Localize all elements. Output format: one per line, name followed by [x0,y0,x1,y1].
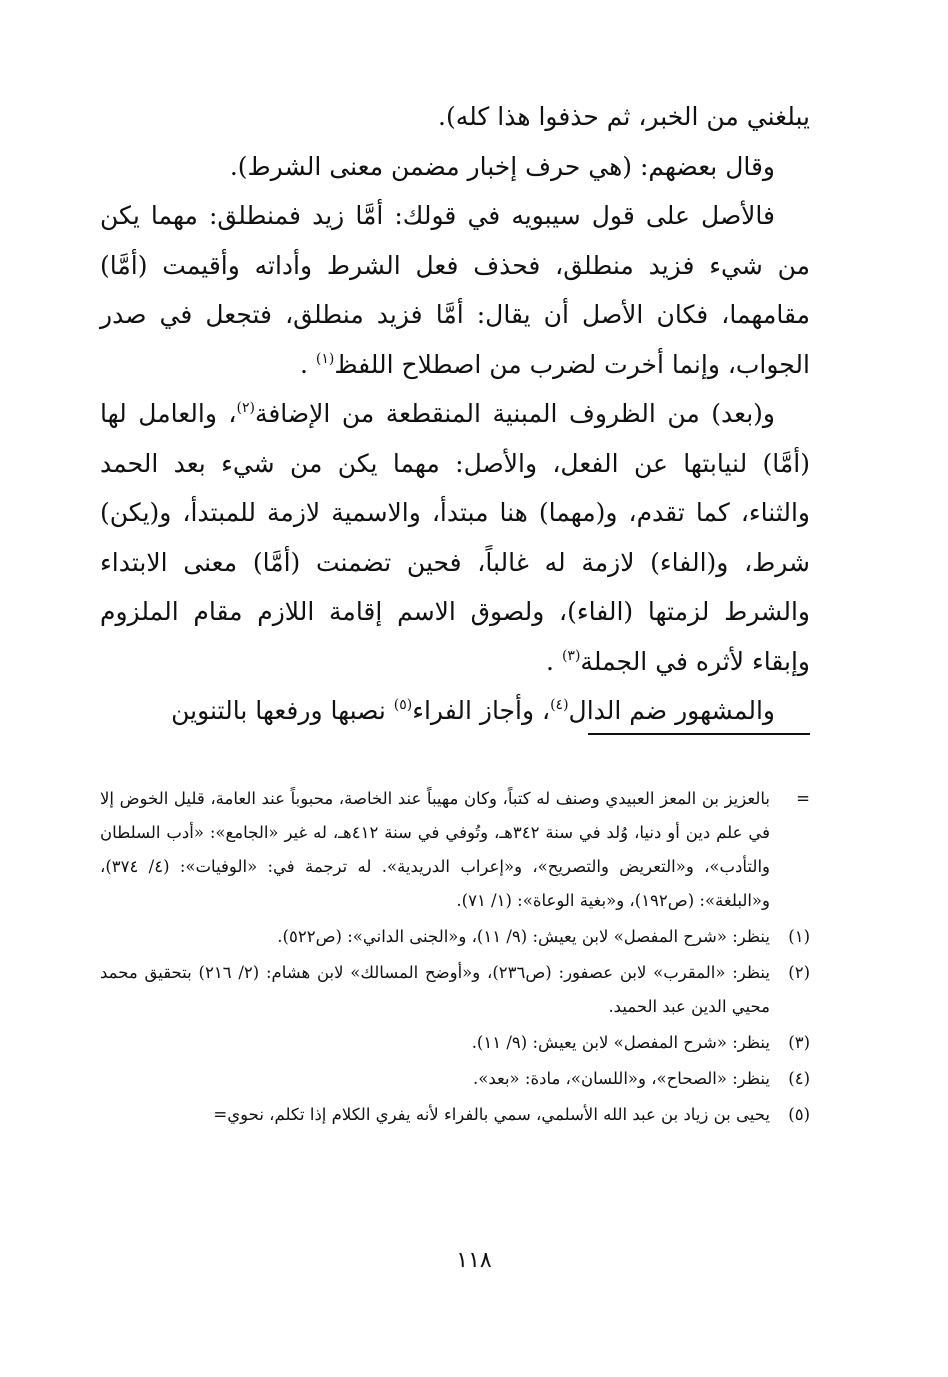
main-text [100,92,810,736]
paragraph-text: و(بعد) من الظروف المبنية المنقطعة من الإضافة [254,399,775,428]
paragraph [100,92,810,142]
paragraph-text: ، وأجاز الفراء [412,696,551,725]
paragraph-text: والمشهور ضم الدال [568,696,775,725]
footnote-ref-3[interactable]: (٣) [561,647,581,664]
paragraph [100,142,810,192]
footnote-item [100,920,810,954]
footnote-ref-5[interactable]: (٥) [393,697,413,713]
footnotes [100,782,810,1134]
footnote-item [100,1062,810,1096]
footnote-number: (٤) [788,1069,810,1088]
footnote-text: ينظر: «شرح المفصل» لابن يعيش: (٩/ ١١)، و«الجنى الداني»: (ص٥٢٢). [277,927,770,946]
paragraph-text: فالأصل على قول سيبويه في قولك: أمَّا زيد فمنطلق: مهما يكن من شيء فزيد منطلق، فحذف فعل الشرط وأداته وأقيمت (أمَّا) مقامهما، فكان الأصل أن يقال: أمَّا فزيد منطلق، فتجعل في صدر الجواب، وإنما أخرت لضرب من اصطلاح اللفظ [100,201,810,379]
footnote-continuation [100,782,810,918]
footnote-text: ينظر: «المقرب» لابن عصفور: (ص٢٣٦)، و«أوضح المسالك» لابن هشام: (٢/ ٢١٦) بتحقيق محمد محيي الدين عبد الحميد. [100,963,770,1016]
footnote-number: (٥) [788,1105,810,1124]
footnote-ref-4[interactable]: (٤) [550,697,569,713]
footnote-text: ينظر: «الصحاح»، و«اللسان»، مادة: «بعد». [473,1069,770,1088]
footnote-ref-1[interactable]: (١) [315,350,335,367]
paragraph-text: ، والعامل لها (أمَّا) لنيابتها عن الفعل، والأصل: مهما يكن من شيء بعد الحمد والثناء، كما تقدم، و(مهما) هنا مبتدأ، والاسمية لازمة للمبتدأ، و(يكن) شرط، و(الفاء) لازمة له غالباً، فحين تضمنت (أمَّا) معنى الابتداء والشرط لزمتها (الفاء)، ولصوق الاسم إقامة اللازم مقام الملزوم وإبقاء لأثره في الجملة [100,399,810,676]
footnote-item [100,1026,810,1060]
page-number: ١١٨ [456,1248,492,1273]
paragraph [100,686,810,736]
footnote-text: ينظر: «شرح المفصل» لابن يعيش: (٩/ ١١). [471,1033,770,1052]
paragraph-text: نصبها ورفعها بالتنوين [171,696,386,725]
footnote-text: يحيى بن زياد بن عبد الله الأسلمي، سمي بالفراء لأنه يفري الكلام إذا تكلم، نحوي= [213,1105,770,1124]
footnote-item [100,1098,810,1132]
footnote-separator [588,733,810,735]
paragraph: فالأصل على قول سيبويه في قولك: أمَّا زيد فمنطلق: مهما يكن من شيء فزيد منطلق، فحذف فعل الشرط وأداته وأقيمت (أمَّا) مقامهما، فكان الأصل أن يقال: أمَّا فزيد منطلق، فتجعل في صدر الجواب، وإنما أخرت لضرب من اصطلاح اللفظ$^{(١)}$ . [100,201,810,379]
footnote-text: بالعزيز بن المعز العبيدي وصنف له كتباً، وكان مهيباً عند الخاصة، محبوباً عند العامة، قليل الخوض إلا في علم دين أو دنيا، وُلد في سنة ٣٤٢هـ، وتُوفي في سنة ٤١٢هـ، له غير «الجامع»: «أدب السلطان والتأدب»، و«التعريض والتصريح»، و«إعراب الدريدية». له ترجمة في: «الوفيات»: (٤/ ٣٧٤)، و«البلغة»: (ص١٩٢)، و«بغية الوعاة»: (١/ ٧١). [100,789,770,910]
paragraph-text: وقال بعضهم: (هي حرف إخبار مضمن معنى الشرط). [229,151,775,181]
footnote-number: (٣) [788,1033,810,1052]
paragraph: و(بعد) من الظروف المبنية المنقطعة من الإضافة$^{(٢)}$، والعامل لها (أمَّا) لنيابتها عن الفعل، والأصل: مهما يكن من شيء بعد الحمد والثناء، كما تقدم، و(مهما) هنا مبتدأ، والاسمية لازمة للمبتدأ، و(يكن) شرط، و(الفاء) لازمة له غالباً، فحين تضمنت (أمَّا) معنى الابتداء والشرط لزمتها (الفاء)، ولصوق الاسم إقامة اللازم مقام الملزوم وإبقاء لأثره في الجملة$^{(٣)}$ . [100,399,810,676]
continuation-marker: = [796,789,810,808]
footnote-ref-2[interactable]: (٢) [236,400,255,416]
footnote-item [100,956,810,1024]
footnote-number: (١) [788,927,810,946]
footnote-number: (٢) [788,963,810,982]
paragraph-text: يبلغني من الخبر، ثم حذفوا هذا كله). [438,102,810,131]
